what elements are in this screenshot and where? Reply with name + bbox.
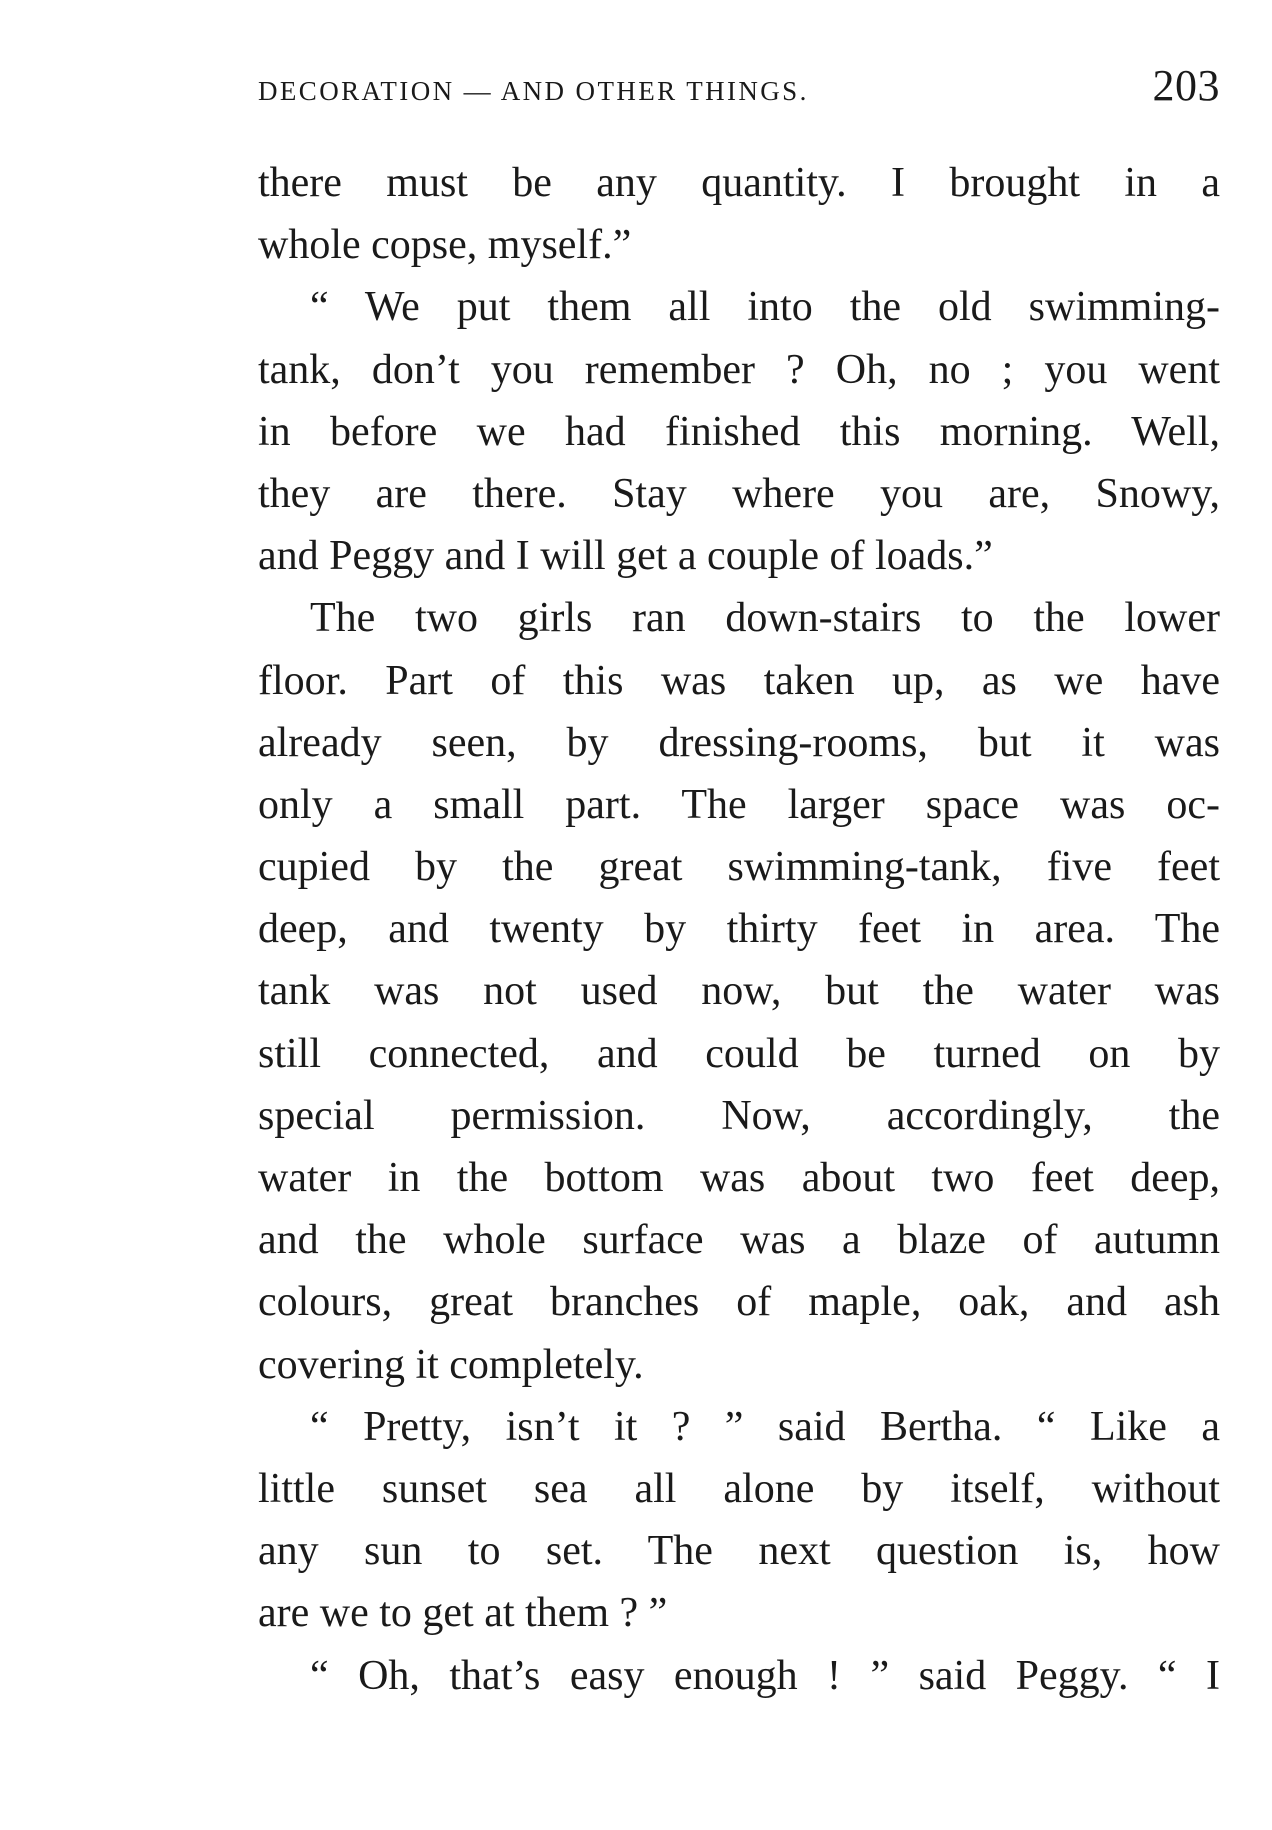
text-line: little sunset sea all alone by itself, without	[258, 1465, 1220, 1512]
text-line: only a small part. The larger space was oc-	[258, 781, 1220, 828]
text-line: floor. Part of this was taken up, as we have	[258, 657, 1220, 704]
text-line: any sun to set. The next question is, how	[258, 1528, 1220, 1575]
text-line: deep, and twenty by thirty feet in area. The	[258, 906, 1220, 953]
text-line: still connected, and could be turned on by	[258, 1030, 1220, 1077]
text-line: cupied by the great swimming-tank, five feet	[258, 844, 1220, 891]
text-line: special permission. Now, accordingly, the	[258, 1092, 1220, 1139]
text-line: “ Pretty, isn’t it ? ” said Bertha. “ Like a	[310, 1403, 1220, 1450]
text-line: are we to get at them ? ”	[258, 1590, 668, 1637]
running-title: DECORATION — AND OTHER THINGS.	[258, 76, 809, 106]
text-line: “ We put them all into the old swimming-	[310, 284, 1220, 331]
text-line: tank, don’t you remember ? Oh, no ; you went	[258, 346, 1220, 393]
text-line: in before we had finished this morning. Well,	[258, 408, 1220, 455]
text-line: and the whole surface was a blaze of autumn	[258, 1217, 1220, 1264]
text-line: “ Oh, that’s easy enough ! ” said Peggy. “ I	[310, 1652, 1220, 1699]
page-number: 203	[1152, 61, 1220, 110]
running-head	[258, 60, 1220, 120]
text-line: already seen, by dressing-rooms, but it was	[258, 719, 1220, 766]
body-text	[258, 152, 1220, 1707]
text-line: whole copse, myself.”	[258, 222, 632, 269]
text-line: water in the bottom was about two feet deep,	[258, 1155, 1220, 1201]
text-line: they are there. Stay where you are, Snowy,	[258, 470, 1220, 517]
text-line: tank was not used now, but the water was	[258, 968, 1220, 1015]
text-line: and Peggy and I will get a couple of loads.”	[258, 533, 993, 580]
text-line: The two girls ran down-stairs to the lower	[310, 595, 1220, 642]
text-line: there must be any quantity. I brought in a	[258, 160, 1220, 206]
text-line: colours, great branches of maple, oak, and ash	[258, 1279, 1220, 1326]
text-line: covering it completely.	[258, 1341, 644, 1388]
